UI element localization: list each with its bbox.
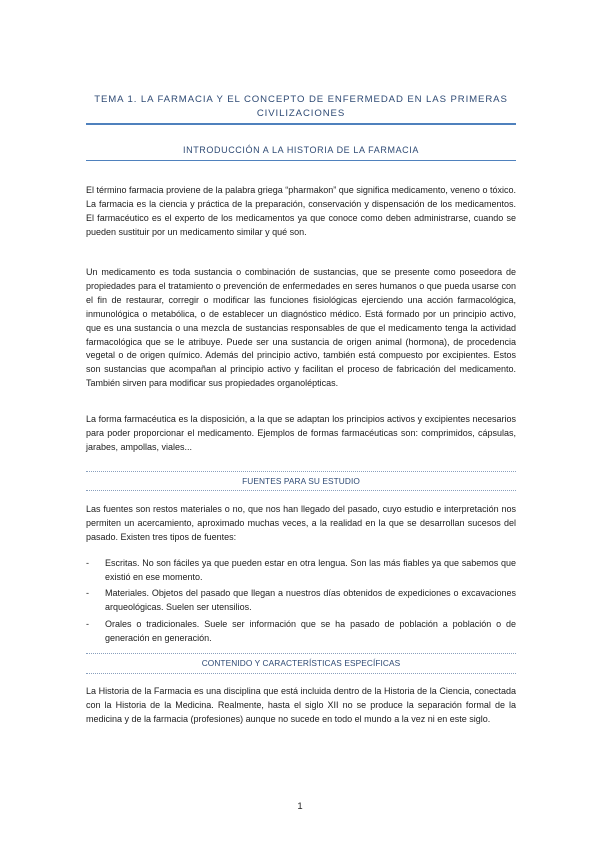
section-heading-intro: INTRODUCCIÓN A LA HISTORIA DE LA FARMACIA <box>183 145 419 155</box>
section-divider-top <box>86 471 516 472</box>
section-underline-intro <box>86 160 516 161</box>
section-heading-fuentes: FUENTES PARA SU ESTUDIO <box>242 476 360 486</box>
list-dash: - <box>86 588 89 599</box>
list-item-text: Escritas. No son fáciles ya que pueden estar en otra lengua. Son las más fiables ya que sabemos que existió en ese momento. <box>105 558 516 582</box>
section-divider-bottom <box>86 490 516 491</box>
section-heading-contenido: CONTENIDO Y CARACTERÍSTICAS ESPECÍFICAS <box>201 658 401 668</box>
section-divider-bottom <box>86 673 516 674</box>
list-dash: - <box>86 618 89 629</box>
contenido-paragraph: La Historia de la Farmacia es una disciplina que está incluida dentro de la Historia de la Ciencia, conectada con la Historia de la Medicina. Realmente, hasta el siglo XII no se produce la separación formal de la medicina y de la farmacia (profesiones) aunque no sucede en todo el mundo a la vez ni en este siglo. <box>86 686 516 724</box>
list-dash: - <box>86 558 89 568</box>
fuentes-list <box>86 557 516 648</box>
page-title: TEMA 1. LA FARMACIA Y EL CONCEPTO DE ENFERMEDAD EN LAS PRIMERAS CIVILIZACIONES <box>94 94 508 119</box>
list-item <box>86 618 516 646</box>
list-item-text: Orales o tradicionales. Suele ser información que se ha pasado de población a población o de generación en generación. <box>105 618 516 643</box>
list-item <box>86 587 516 615</box>
title-underline <box>86 123 516 125</box>
intro-paragraph-2: Un medicamento es toda sustancia o combinación de sustancias, que se presente como poseedora de propiedades para el tratamiento o prevención de enfermedades en seres humanos o que pueda usarse con el fin de restaurar, corregir o modificar las funciones fisiológicas ejerciendo una acción farmacológica, inmunológica o metabólica, o de establecer un diagnóstico médico. Está formado por un principio activo, que es una sustancia o una mezcla de sustancias responsables de que el medicamento tenga la actividad farmacológica que se le atribuye. Puede ser una sustancia de origen animal (hormona), de procedencia vegetal o de origen químico. Además del principio activo, también está compuesto por excipientes. Estos son sustancias que acompañan al principio activo y facilitan el proceso de fabricación del medicamento. También sirven para modificar sus propiedades organolépticas. <box>86 267 516 389</box>
intro-paragraph-1: El término farmacia proviene de la palabra griega “pharmakon” que significa medicamento, veneno o tóxico. La farmacia es la ciencia y práctica de la preparación, conservación y dispensación de los medicamentos. El farmacéutico es el experto de los medicamentos ya que conoce como deben administrarse, cuando se pueden sustituir por un medicamento similar y qué son. <box>86 185 516 237</box>
intro-paragraph-3: La forma farmacéutica es la disposición, a la que se adaptan los principios activos y excipientes necesarios para poder proporcionar el medicamento. Ejemplos de formas farmacéuticas son: comprimidos, cápsulas, jarabes, ampollas, viales... <box>86 414 516 452</box>
section-divider-top <box>86 653 516 654</box>
page-number: 1 <box>297 801 303 812</box>
fuentes-paragraph: Las fuentes son restos materiales o no, que nos han llegado del pasado, cuyo estudio e interpretación nos permiten un acercamiento, aproximado muchas veces, a la realidad en la que se desarrollan sucesos del pasado. Existen tres tipos de fuentes: <box>86 504 516 542</box>
list-item <box>86 557 516 585</box>
list-item-text: Materiales. Objetos del pasado que llegan a nuestros días obtenidos de expediciones o excavaciones arqueológicas. Suelen ser utensilios. <box>105 588 516 613</box>
